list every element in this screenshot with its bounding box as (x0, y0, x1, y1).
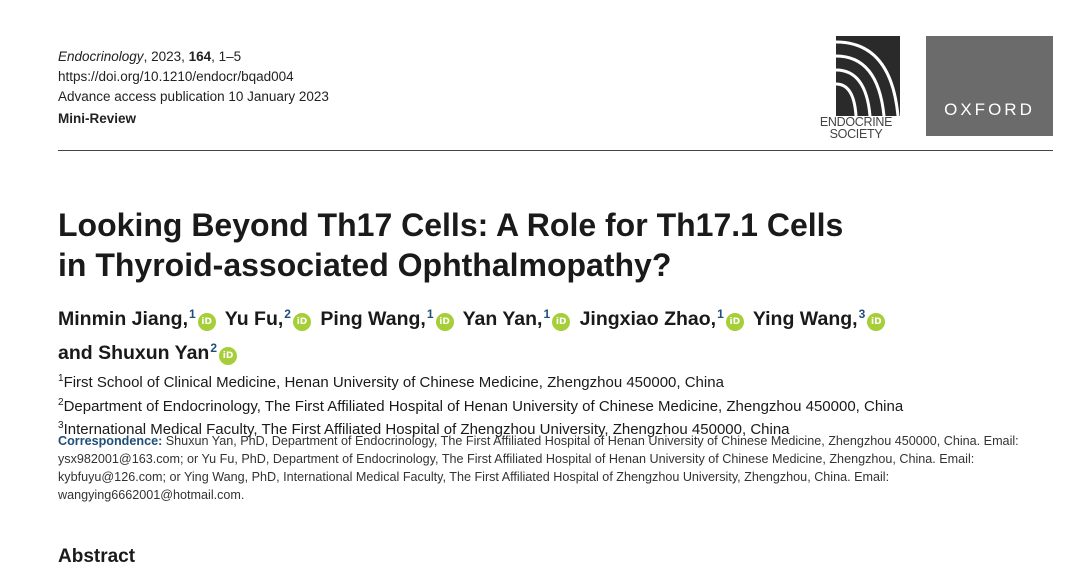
orcid-icon[interactable]: iD (726, 313, 744, 331)
affiliation-marker[interactable]: 1 (543, 307, 551, 321)
article-meta (58, 47, 329, 129)
affiliation-text: Department of Endocrinology, The First Affiliated Hospital of Henan University of Chinese Medicine, Zhengzhou 450000, China (63, 397, 904, 415)
article-title (58, 205, 1018, 285)
oxford-wordmark: OXFORD (944, 100, 1035, 119)
author-name (580, 308, 748, 330)
affiliation-item (58, 369, 903, 393)
access-date: Advance access publication 10 January 2023 (58, 89, 329, 104)
orcid-icon[interactable]: iD (436, 313, 454, 331)
orcid-icon[interactable]: iD (198, 313, 216, 331)
affiliation-marker[interactable]: 2 (210, 341, 218, 355)
author-label: and Shuxun Yan (58, 342, 210, 364)
affiliation-marker[interactable]: 1 (189, 307, 196, 321)
author-name (58, 308, 220, 330)
wordmark-line-1: ENDOCRINE (819, 115, 893, 129)
orcid-icon[interactable]: iD (293, 313, 311, 331)
affiliation-marker[interactable]: 3 (858, 307, 866, 321)
author-name (225, 308, 315, 330)
journal-name: Endocrinology (58, 49, 144, 64)
header-divider (58, 150, 1053, 151)
affiliation-marker[interactable]: 2 (284, 307, 291, 321)
citation-year: , 2023, (143, 49, 189, 64)
correspondence-text: Shuxun Yan, PhD, Department of Endocrinology, The First Affiliated Hospital of Henan University of Chinese Medicine, Zhengzhou 450000, China. Email: ysx982001@163.com; or Yu Fu, PhD, Department of Endocrinology, The First Affiliated Hospital of Henan University of Chinese Medicine, Zhengzhou, China. Email: kybfuyu@126.com; or Ying Wang, PhD, International Medical Faculty, The First Affiliated Hospital of Zhengzhou University, Zhengzhou, China. Email: wangying6662001@hotmail.com. (58, 434, 1019, 502)
author-label: Yu Fu, (224, 308, 284, 330)
affiliation-text: International Medical Faculty, The First Affiliated Hospital of Zhengzhou University, Zhengzhou 450000, China (63, 421, 790, 438)
endocrine-society-logo (806, 36, 906, 146)
abstract-heading: Abstract (58, 546, 136, 567)
citation-line (58, 47, 329, 67)
orcid-icon[interactable]: iD (552, 313, 570, 331)
correspondence-block (58, 432, 1058, 504)
author-label: Minmin Jiang, (58, 308, 189, 330)
title-line-2: in Thyroid-associated Ophthalmopathy? (58, 247, 672, 283)
author-name (58, 342, 241, 364)
affiliation-item (58, 393, 903, 417)
affiliation-marker[interactable]: 1 (426, 307, 434, 321)
doi-link[interactable]: https://doi.org/10.1210/endocr/bqad004 (58, 69, 294, 84)
affiliation-text: First School of Clinical Medicine, Henan University of Chinese Medicine, Zhengzhou 450000, China (63, 374, 724, 391)
author-label: Ping Wang, (320, 308, 426, 330)
volume-number: 164 (188, 49, 212, 64)
affiliation-list (58, 369, 903, 440)
author-list (58, 300, 1058, 368)
author-label: Yan Yan, (462, 308, 543, 330)
page-range: , 1–5 (211, 49, 242, 64)
endocrine-society-wordmark (806, 116, 906, 140)
affiliation-number: 2 (58, 396, 64, 408)
affiliation-number: 1 (58, 373, 64, 384)
correspondence-label: Correspondence: (58, 434, 163, 448)
author-name (753, 308, 889, 330)
author-label: Ying Wang, (752, 308, 858, 330)
endocrine-society-mark-icon (836, 36, 900, 116)
oxford-logo (926, 36, 1053, 136)
author-name (463, 308, 575, 330)
title-line-1: Looking Beyond Th17 Cells: A Role for Th17.1 Cells (58, 207, 844, 243)
wordmark-line-2: SOCIETY (829, 127, 883, 141)
affiliation-marker[interactable]: 1 (717, 307, 724, 321)
author-label: Jingxiao Zhao, (579, 308, 717, 330)
author-name (320, 308, 457, 330)
orcid-icon[interactable]: iD (867, 313, 885, 331)
affiliation-number: 3 (58, 420, 64, 431)
orcid-icon[interactable]: iD (219, 347, 237, 365)
article-type: Mini-Review (58, 111, 137, 126)
